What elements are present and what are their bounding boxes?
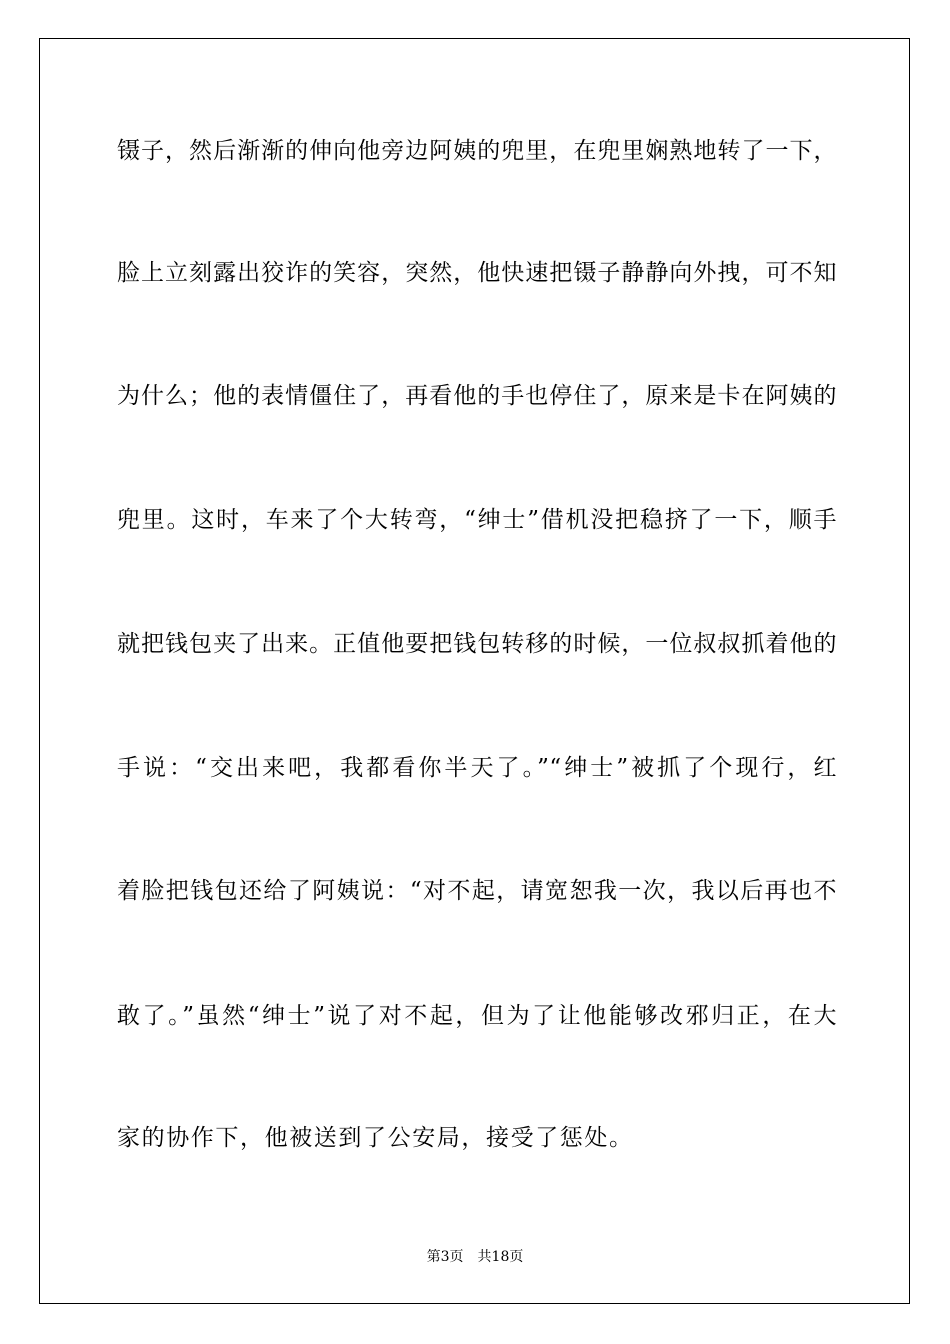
page-border xyxy=(39,38,910,1304)
text-line: 着脸把钱包还给了阿姨说：“对不起，请宽恕我一次，我以后再也不 xyxy=(117,878,837,904)
text-line: 手说：“交出来吧，我都看你半天了。”“绅士”被抓了个现行，红 xyxy=(117,755,837,781)
text-line: 兜里。这时，车来了个大转弯，“绅士”借机没把稳挤了一下，顺手 xyxy=(117,507,837,533)
text-line: 敢了。”虽然“绅士”说了对不起，但为了让他能够改邪归正，在大 xyxy=(117,1003,837,1029)
text-line: 脸上立刻露出狡诈的笑容，突然，他快速把镊子静静向外拽，可不知 xyxy=(117,260,837,286)
text-line: 家的协作下，他被送到了公安局，接受了惩处。 xyxy=(117,1125,634,1151)
page-number-footer: 第3页 共18页 xyxy=(426,1249,524,1265)
text-line: 为什么；他的表情僵住了，再看他的手也停住了，原来是卡在阿姨的 xyxy=(117,383,837,409)
text-line: 镊子，然后渐渐的伸向他旁边阿姨的兜里，在兜里娴熟地转了一下， xyxy=(117,138,837,164)
text-line: 就把钱包夹了出来。正值他要把钱包转移的时候，一位叔叔抓着他的 xyxy=(117,631,837,657)
